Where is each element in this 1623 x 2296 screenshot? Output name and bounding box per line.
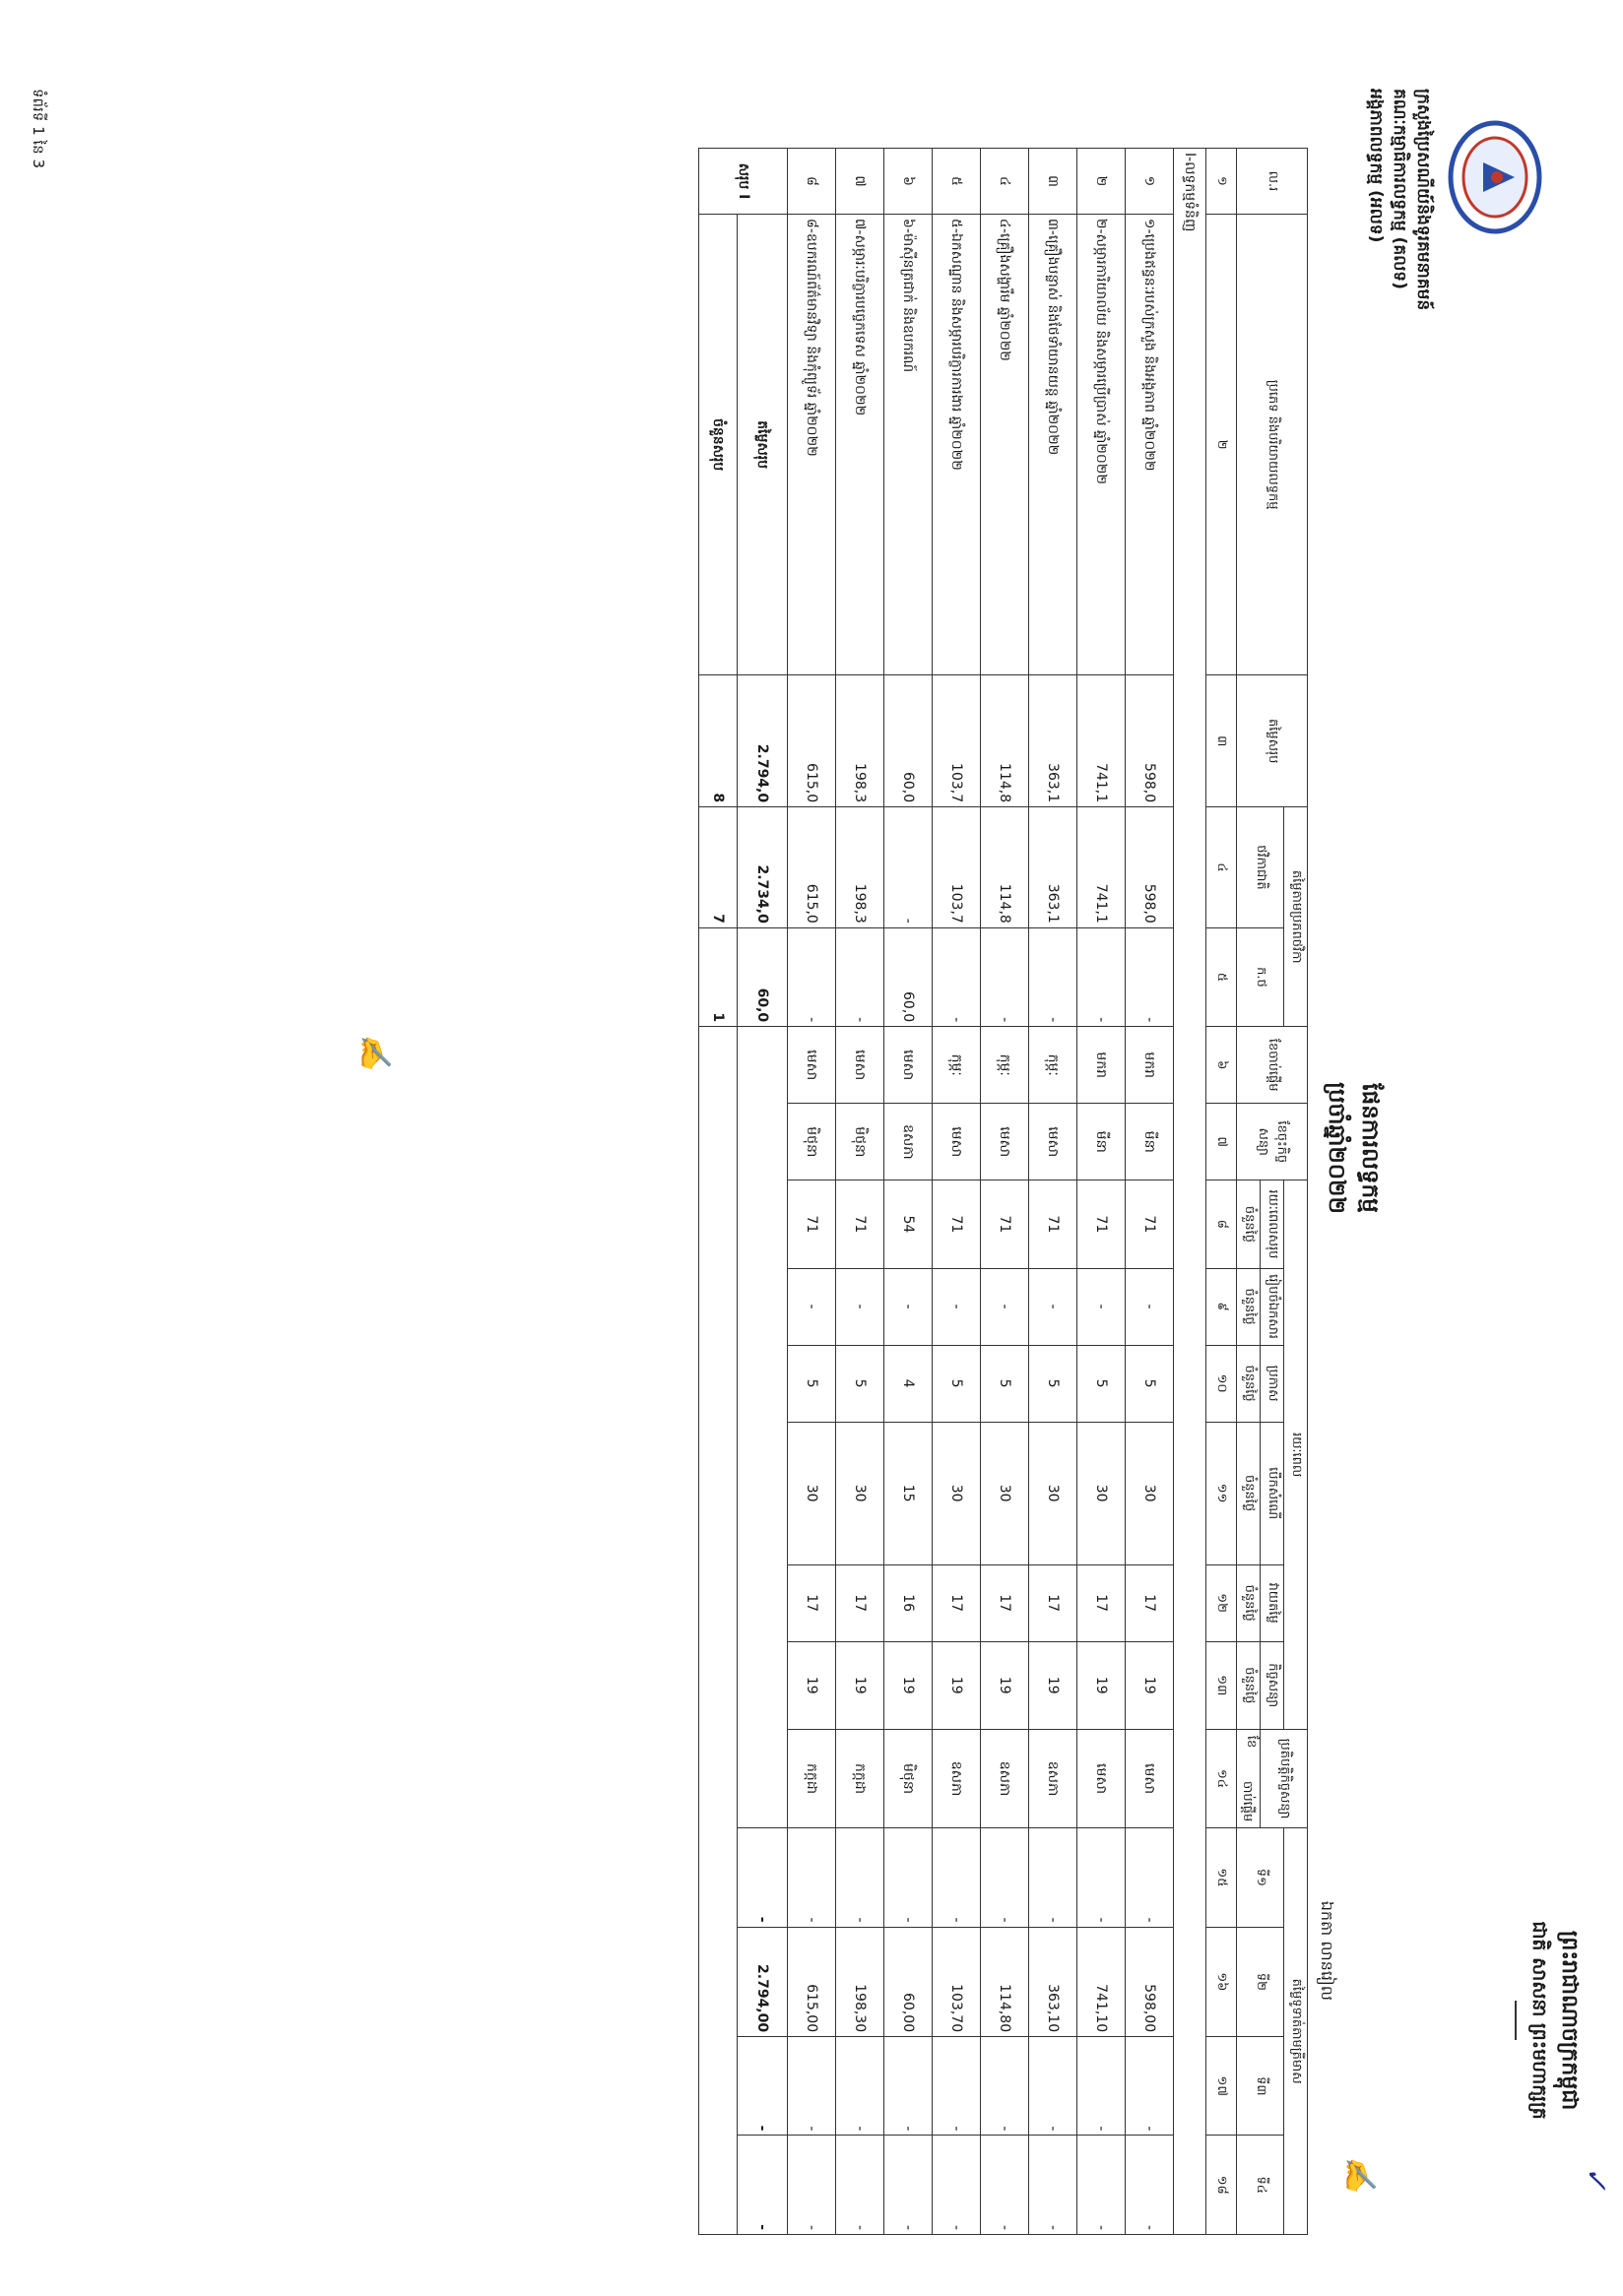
cell-q2: 114,80 xyxy=(981,1927,1029,2037)
cell-state: 198,3 xyxy=(836,807,884,928)
cell-amount: 598,0 xyxy=(1126,675,1174,807)
cell-other: - xyxy=(981,927,1029,1026)
cell-d-ann: 5 xyxy=(788,1345,836,1422)
cell-q3: - xyxy=(933,2037,981,2136)
total-label: តម្លៃសរុប xyxy=(738,214,788,674)
cell-d-appr: 19 xyxy=(836,1641,884,1729)
cell-q4: - xyxy=(788,2136,836,2235)
count-amount: 8 xyxy=(699,675,738,807)
cell-d-appr: 19 xyxy=(884,1641,933,1729)
cell-q4: - xyxy=(933,2136,981,2235)
table-row xyxy=(1126,149,1174,2235)
total-row xyxy=(738,149,788,2235)
cell-d-eval: 17 xyxy=(933,1564,981,1641)
cell-d-total: 71 xyxy=(981,1180,1029,1268)
count-state: 7 xyxy=(699,807,738,928)
column-index: ១៤ xyxy=(1206,1729,1237,1827)
count-other: 1 xyxy=(699,927,738,1026)
header-dur-eval: វាយតម្លៃ xyxy=(1261,1564,1284,1641)
header-exec-unit xyxy=(1237,1729,1261,1827)
cell-d-ann: 4 xyxy=(884,1345,933,1422)
cell-state: 741,1 xyxy=(1077,807,1126,928)
cell-desc: ៥-ឯកសណ្ឋាន និងសម្ភារបរិក្ខារការងារ ឆ្នាំ២០២២ xyxy=(933,214,981,674)
cell-q1: - xyxy=(1126,1828,1174,1927)
cell-d-ann: 5 xyxy=(1077,1345,1126,1422)
org-line-2: គណៈកម្មាធិការលទ្ធកម្ម (គលទ) xyxy=(1390,89,1409,289)
header-q4: ទី៤ xyxy=(1237,2136,1284,2235)
header-desc: ប្រភេទ និងបរិយាយលទ្ធកម្ម xyxy=(1237,214,1308,674)
cell-state: - xyxy=(884,807,933,928)
cell-d-prep: - xyxy=(933,1268,981,1345)
table-row xyxy=(788,149,836,2235)
cell-exec: កក្កដា xyxy=(836,1729,884,1827)
header-days: ចំនួនថ្ងៃ xyxy=(1237,1180,1261,1268)
cell-q3: - xyxy=(1077,2037,1126,2136)
cell-no: ៧ xyxy=(836,149,884,215)
table-body xyxy=(699,149,1237,2235)
cell-q2: 741,10 xyxy=(1077,1927,1126,2037)
cell-start: កុម្ភៈ xyxy=(1029,1027,1077,1104)
column-index: ៧ xyxy=(1206,1104,1237,1180)
org-line-3: អង្គភាពលទ្ធកម្ម (អលទ) xyxy=(1366,89,1386,243)
cell-q2: 60,00 xyxy=(884,1927,933,2037)
cell-exec: កក្កដា xyxy=(788,1729,836,1827)
column-index: ៤ xyxy=(1206,807,1237,928)
cell-d-ann: 5 xyxy=(836,1345,884,1422)
cell-start: កុម្ភៈ xyxy=(933,1027,981,1104)
cell-q3: - xyxy=(1029,2037,1077,2136)
cell-d-eval: 17 xyxy=(788,1564,836,1641)
cell-d-ann: 5 xyxy=(933,1345,981,1422)
cell-d-appr: 19 xyxy=(1126,1641,1174,1729)
cell-q4: - xyxy=(884,2136,933,2235)
check-mark: ✓ xyxy=(1579,2166,1613,2192)
header-exec-group: ប្រតិបត្តិកិច្ចសន្យា xyxy=(1261,1729,1308,1827)
cell-d-eval: 17 xyxy=(1126,1564,1174,1641)
cell-exec: មេសា xyxy=(1126,1729,1174,1827)
cell-exec: មេសា xyxy=(1077,1729,1126,1827)
header-days: ចំនួនថ្ងៃ xyxy=(1237,1641,1261,1729)
cell-no: ២ xyxy=(1077,149,1126,215)
total-state: 2.734,0 xyxy=(738,807,788,928)
cell-sign: មេសា xyxy=(933,1104,981,1180)
cell-sign: មីនា xyxy=(1077,1104,1126,1180)
total-q3: - xyxy=(738,2037,788,2136)
org-line-1: ក្រសួងប្រៃសណីយ៍និងទូរគមនាគមន៍ xyxy=(1413,89,1433,311)
cell-start: មករា xyxy=(1126,1027,1174,1104)
cell-start: មេសា xyxy=(884,1027,933,1104)
cell-q2: 615,00 xyxy=(788,1927,836,2037)
column-index: ៣ xyxy=(1206,675,1237,807)
cell-d-open: 30 xyxy=(788,1422,836,1564)
cell-q2: 363,10 xyxy=(1029,1927,1077,2037)
initial-mark: ✍ xyxy=(357,1034,392,1071)
table-row xyxy=(981,149,1029,2235)
cell-other: - xyxy=(1029,927,1077,1026)
cell-d-open: 30 xyxy=(933,1422,981,1564)
cell-d-total: 71 xyxy=(1029,1180,1077,1268)
cell-amount: 198,3 xyxy=(836,675,884,807)
header-duration-group: រយៈពេល xyxy=(1284,1180,1308,1730)
header-budget-other: ក.ថ xyxy=(1237,927,1284,1026)
cell-sign: មីនា xyxy=(1126,1104,1174,1180)
count-row xyxy=(699,149,738,2235)
title-line-1: ផែនការលទ្ធកម្ម xyxy=(1357,1083,1383,1213)
column-index: ៦ xyxy=(1206,1027,1237,1104)
cell-amount: 615,0 xyxy=(788,675,836,807)
total-q4: - xyxy=(738,2136,788,2235)
cell-start: មេសា xyxy=(788,1027,836,1104)
cell-q1: - xyxy=(981,1828,1029,1927)
cell-d-open: 30 xyxy=(981,1422,1029,1564)
cell-d-prep: - xyxy=(1126,1268,1174,1345)
cell-d-open: 30 xyxy=(836,1422,884,1564)
header-dur-open: បើកសំណើ xyxy=(1261,1422,1284,1564)
cell-other: - xyxy=(788,927,836,1026)
column-index: ៩ xyxy=(1206,1268,1237,1345)
cell-state: 598,0 xyxy=(1126,807,1174,928)
kingdom-line-1: ព្រះរាជាណាចក្រកម្ពុជា xyxy=(1557,1930,1582,2111)
cell-q4: - xyxy=(1077,2136,1126,2235)
cell-d-appr: 19 xyxy=(1029,1641,1077,1729)
cell-exec: មិថុនា xyxy=(884,1729,933,1827)
table-row xyxy=(1029,149,1077,2235)
cell-q3: - xyxy=(836,2037,884,2136)
cell-d-open: 30 xyxy=(1029,1422,1077,1564)
cell-exec: ឧសភា xyxy=(933,1729,981,1827)
column-index: ៨ xyxy=(1206,1180,1237,1268)
cell-start: មេសា xyxy=(836,1027,884,1104)
cell-q1: - xyxy=(1029,1828,1077,1927)
cell-start: កុម្ភៈ xyxy=(981,1027,1029,1104)
cell-state: 363,1 xyxy=(1029,807,1077,928)
cell-d-prep: - xyxy=(788,1268,836,1345)
cell-d-eval: 17 xyxy=(836,1564,884,1641)
cell-q4: - xyxy=(1126,2136,1174,2235)
cell-no: ៣ xyxy=(1029,149,1077,215)
table-row xyxy=(884,149,933,2235)
header-q3: ទី៣ xyxy=(1237,2037,1284,2136)
cell-q2: 103,70 xyxy=(933,1927,981,2037)
cell-sign: មេសា xyxy=(981,1104,1029,1180)
ornament-divider xyxy=(1515,2001,1517,2040)
total-other: 60,0 xyxy=(738,927,788,1026)
cell-q2: 198,30 xyxy=(836,1927,884,2037)
procurement-plan-table xyxy=(698,148,1308,2235)
cell-d-total: 71 xyxy=(1126,1180,1174,1268)
cell-d-prep: - xyxy=(1029,1268,1077,1345)
page-footer: ទំព័រទី 1 នៃ 3 xyxy=(30,89,47,168)
cell-start: មករា xyxy=(1077,1027,1126,1104)
cell-state: 114,8 xyxy=(981,807,1029,928)
cell-d-total: 71 xyxy=(836,1180,884,1268)
cell-desc: ២-សម្ភារការិយាល័យ និងសម្ភារប្រើប្រាស់ ឆ្នាំ២០២២ xyxy=(1077,214,1126,674)
header-exec-start: ចាប់ផ្តើម xyxy=(1240,1780,1255,1822)
cell-d-total: 71 xyxy=(788,1180,836,1268)
cell-d-ann: 5 xyxy=(981,1345,1029,1422)
cell-amount: 60,0 xyxy=(884,675,933,807)
header-dur-prep: រៀបចំឯកសារ xyxy=(1261,1268,1284,1345)
cell-d-prep: - xyxy=(836,1268,884,1345)
cell-d-appr: 19 xyxy=(933,1641,981,1729)
cell-d-prep: - xyxy=(884,1268,933,1345)
header-days: ចំនួនថ្ងៃ xyxy=(1237,1564,1261,1641)
cell-q3: - xyxy=(981,2037,1029,2136)
cell-q3: - xyxy=(884,2037,933,2136)
cell-desc: ៨-ឧបករណ៍ព័ត៌មានវិទ្យា និងកុំព្យូទ័រ ឆ្នាំ២០២២ xyxy=(788,214,836,674)
header-quarter-group: តម្លៃទូទាត់តាមត្រីមាស xyxy=(1284,1828,1308,2235)
column-index: ១៦ xyxy=(1206,1927,1237,2037)
header-no: ល.រ xyxy=(1237,149,1308,215)
initial-mark: ✍ xyxy=(1342,2156,1377,2194)
cell-d-appr: 19 xyxy=(981,1641,1029,1729)
cell-other: - xyxy=(1077,927,1126,1026)
cell-other: - xyxy=(1126,927,1174,1026)
column-index-row xyxy=(1206,149,1237,2235)
column-index: ១ xyxy=(1206,149,1237,215)
header-exec-month: ខែ xyxy=(1244,1735,1259,1749)
header-start-month: ខែចាប់ផ្តើម xyxy=(1237,1027,1308,1104)
cell-no: ៤ xyxy=(981,149,1029,215)
cell-q2: 598,00 xyxy=(1126,1927,1174,2037)
cell-d-eval: 17 xyxy=(981,1564,1029,1641)
cell-desc: ៧-សម្ភារៈបរិក្ខារបច្ចេកទេស ឆ្នាំ២០២២ xyxy=(836,214,884,674)
cell-d-open: 30 xyxy=(1077,1422,1126,1564)
cell-d-open: 30 xyxy=(1126,1422,1174,1564)
cell-d-eval: 17 xyxy=(1029,1564,1077,1641)
cell-no: ៦ xyxy=(884,149,933,215)
cell-desc: ៦-ម៉ាស៊ីនត្រជាក់ និងឧបករណ៍ xyxy=(884,214,933,674)
column-index: ១២ xyxy=(1206,1564,1237,1641)
header-days: ចំនួនថ្ងៃ xyxy=(1237,1422,1261,1564)
header-sign-month: ខែចុះកិច្ចសន្យា xyxy=(1237,1104,1308,1180)
header-q1: ទី១ xyxy=(1237,1828,1284,1927)
cell-state: 615,0 xyxy=(788,807,836,928)
cell-sign: ឧសភា xyxy=(884,1104,933,1180)
cell-state: 103,7 xyxy=(933,807,981,928)
cell-amount: 741,1 xyxy=(1077,675,1126,807)
cell-d-prep: - xyxy=(981,1268,1029,1345)
cell-q4: - xyxy=(1029,2136,1077,2235)
column-index: ១៨ xyxy=(1206,2136,1237,2235)
cell-other: - xyxy=(933,927,981,1026)
cell-other: 60,0 xyxy=(884,927,933,1026)
table-row xyxy=(836,149,884,2235)
cell-q1: - xyxy=(788,1828,836,1927)
kingdom-header xyxy=(1515,1833,1584,2207)
header-days: ចំនួនថ្ងៃ xyxy=(1237,1268,1261,1345)
header-days: ចំនួនថ្ងៃ xyxy=(1237,1345,1261,1422)
cell-q4: - xyxy=(981,2136,1029,2235)
cell-amount: 114,8 xyxy=(981,675,1029,807)
cell-q1: - xyxy=(836,1828,884,1927)
section-title: I-លទ្ធកម្មទំនិញ xyxy=(1174,149,1206,2235)
cell-desc: ៤-គ្រឿងសង្ហារឹម ឆ្នាំ២០២២ xyxy=(981,214,1029,674)
table-row xyxy=(933,149,981,2235)
title-line-2: ប្រចាំឆ្នាំ២០២២ xyxy=(1324,1082,1349,1214)
header-budget-state: ថវិកាជាតិ xyxy=(1237,807,1284,928)
org-header xyxy=(1364,89,1544,443)
header-dur-approve: កិច្ចសន្យា xyxy=(1261,1641,1284,1729)
section-row xyxy=(1174,149,1206,2235)
cell-no: ៨ xyxy=(788,149,836,215)
cell-amount: 363,1 xyxy=(1029,675,1077,807)
header-dur-announce: ប្រកាស xyxy=(1261,1345,1284,1422)
kingdom-line-2: ជាតិ សាសនា ព្រះមហាក្សត្រ xyxy=(1528,1921,1550,2120)
total-q2: 2.794,00 xyxy=(738,1927,788,2037)
cell-sign: មិថុនា xyxy=(836,1104,884,1180)
table-row xyxy=(1077,149,1126,2235)
cell-sign: មិថុនា xyxy=(788,1104,836,1180)
total-amount: 2.794,0 xyxy=(738,675,788,807)
cell-d-total: 71 xyxy=(933,1180,981,1268)
cell-d-total: 71 xyxy=(1077,1180,1126,1268)
cell-q1: - xyxy=(933,1828,981,1927)
header-budget-group: តម្លៃតាមប្រភពថវិកា xyxy=(1284,807,1308,1027)
cell-q4: - xyxy=(836,2136,884,2235)
cell-exec: ឧសភា xyxy=(981,1729,1029,1827)
column-index: ៥ xyxy=(1206,927,1237,1026)
column-index: ១១ xyxy=(1206,1422,1237,1564)
ministry-logo xyxy=(1446,118,1544,236)
cell-q3: - xyxy=(788,2037,836,2136)
column-index: ២ xyxy=(1206,214,1237,674)
cell-d-appr: 19 xyxy=(1077,1641,1126,1729)
column-index: ១៥ xyxy=(1206,1828,1237,1927)
cell-q1: - xyxy=(884,1828,933,1927)
column-index: ១៧ xyxy=(1206,2037,1237,2136)
cell-d-ann: 5 xyxy=(1029,1345,1077,1422)
cell-d-total: 54 xyxy=(884,1180,933,1268)
cell-d-eval: 17 xyxy=(1077,1564,1126,1641)
column-index: ១៣ xyxy=(1206,1641,1237,1729)
header-q2: ទី២ xyxy=(1237,1927,1284,2037)
empty-cell xyxy=(699,1027,738,2235)
cell-no: ១ xyxy=(1126,149,1174,215)
total-section: សរុប I xyxy=(699,149,788,215)
cell-desc: ១-ប្រេងឥន្ធនៈរបស់ក្រសួង និងអង្គភាព ឆ្នាំ២០២២ xyxy=(1126,214,1174,674)
column-index: ១០ xyxy=(1206,1345,1237,1422)
cell-desc: ៣-គ្រឿងបន្លាស់ និងថែទាំយានយន្ត ឆ្នាំ២០២២ xyxy=(1029,214,1077,674)
empty-cell xyxy=(738,1027,788,1828)
cell-other: - xyxy=(836,927,884,1026)
cell-d-prep: - xyxy=(1077,1268,1126,1345)
cell-sign: មេសា xyxy=(1029,1104,1077,1180)
cell-d-open: 15 xyxy=(884,1422,933,1564)
header-dur-total: រយៈពេលសរុប xyxy=(1261,1180,1284,1268)
header-amount: តម្លៃសរុប xyxy=(1237,675,1308,807)
cell-d-ann: 5 xyxy=(1126,1345,1174,1422)
cell-q1: - xyxy=(1077,1828,1126,1927)
cell-exec: ឧសភា xyxy=(1029,1729,1077,1827)
cell-q3: - xyxy=(1126,2037,1174,2136)
total-q1: - xyxy=(738,1828,788,1927)
count-label: ចំនួនសរុប xyxy=(699,214,738,674)
cell-no: ៥ xyxy=(933,149,981,215)
cell-d-eval: 16 xyxy=(884,1564,933,1641)
unit-label: ឯកតា លានរៀល xyxy=(1318,1900,1336,2001)
cell-d-appr: 19 xyxy=(788,1641,836,1729)
cell-amount: 103,7 xyxy=(933,675,981,807)
